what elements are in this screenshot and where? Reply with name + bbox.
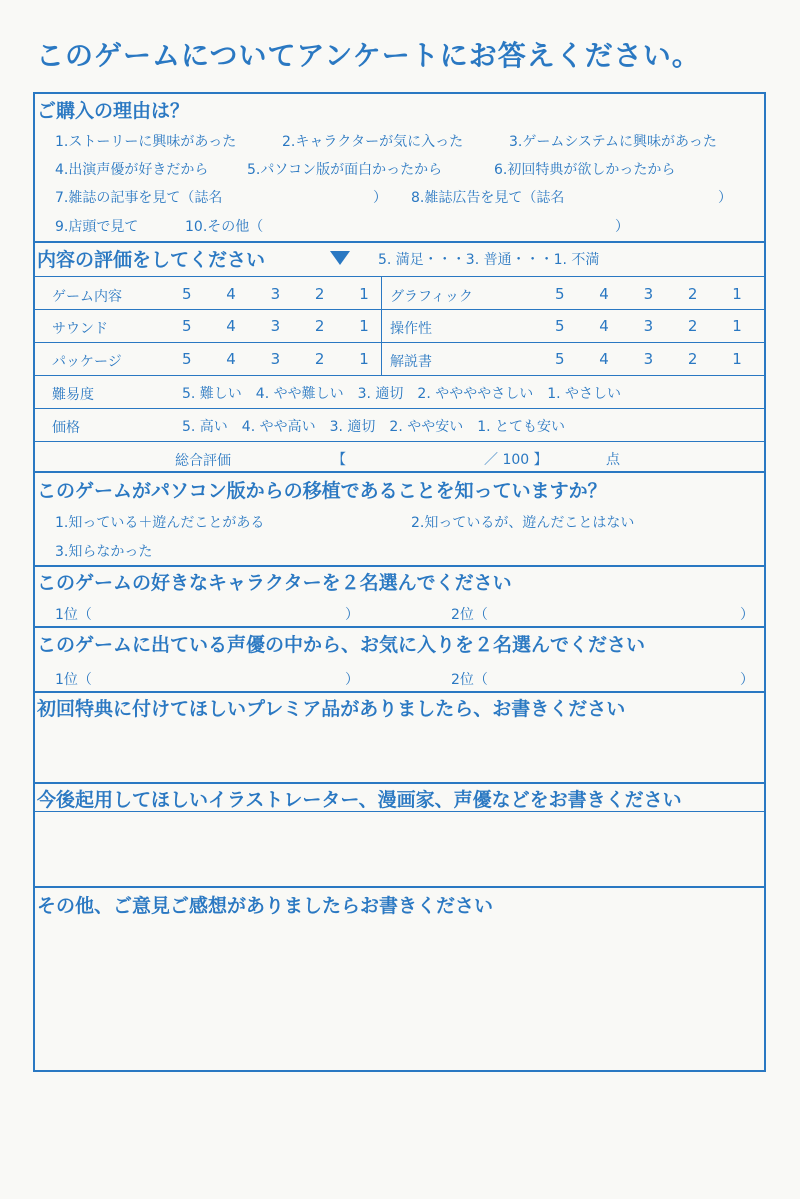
divider [33, 691, 766, 693]
divider [33, 309, 766, 310]
voice-actor-rank-1-field[interactable]: 1位（ [55, 672, 92, 688]
character-rank-1-field[interactable]: 1位（ [55, 607, 92, 623]
reason-option-7-close: ） [373, 190, 387, 206]
section-heading-purchase-reason: ご購入の理由は？ [37, 100, 190, 122]
divider [33, 441, 766, 442]
reason-option-5[interactable]: 5.パソコン版が面白かったから [247, 162, 443, 178]
rating-scale-sound[interactable]: 5 4 3 2 1 [182, 317, 384, 335]
row-label-graphics: グラフィック [390, 289, 473, 305]
divider [33, 408, 766, 409]
difficulty-options[interactable]: 5. 難しい 4. やや難しい 3. 適切 2. ややややさしい 1. やさしい [182, 386, 622, 402]
reason-option-10-close: ） [615, 219, 629, 235]
rating-scale-game-content[interactable]: 5 4 3 2 1 [182, 285, 384, 303]
row-label-controls: 操作性 [390, 321, 432, 337]
section-heading-staff-requests: 今後起用してほしいイラストレーター、漫画家、声優などをお書きください [37, 789, 682, 811]
row-label-manual: 解説書 [390, 354, 432, 370]
rating-scale-controls[interactable]: 5 4 3 2 1 [555, 317, 757, 335]
reason-option-7[interactable]: 7.雑誌の記事を見て（誌名 [55, 190, 223, 206]
row-label-price: 価格 [52, 420, 80, 436]
awareness-option-2[interactable]: 2.知っているが、遊んだことはない [411, 515, 635, 531]
section-heading-favorite-voice-actors: このゲームに出ている声優の中から、お気に入りを２名選んでください [37, 634, 646, 656]
price-options[interactable]: 5. 高い 4. やや高い 3. 適切 2. やや安い 1. とても安い [182, 419, 566, 435]
awareness-option-3[interactable]: 3.知らなかった [55, 544, 153, 560]
voice-actor-rank-2-field[interactable]: 2位（ [451, 672, 488, 688]
character-rank-1-close: ） [345, 607, 359, 623]
overall-rating-unit: 点 [606, 452, 620, 468]
divider [33, 342, 766, 343]
premium-item-answer-area[interactable] [35, 722, 764, 780]
section-heading-comments: その他、ご意見ご感想がありましたらお書きください [37, 895, 494, 917]
awareness-option-1[interactable]: 1.知っている＋遊んだことがある [55, 515, 265, 531]
page-title: このゲームについてアンケートにお答えください。 [36, 39, 701, 72]
voice-actor-rank-1-close: ） [345, 672, 359, 688]
character-rank-2-field[interactable]: 2位（ [451, 607, 488, 623]
row-label-package: パッケージ [52, 354, 122, 370]
reason-option-6[interactable]: 6.初回特典が欲しかったから [494, 162, 676, 178]
rating-scale-manual[interactable]: 5 4 3 2 1 [555, 350, 757, 368]
column-divider [381, 276, 382, 375]
triangle-down-icon [330, 251, 350, 265]
section-heading-premium-item: 初回特典に付けてほしいプレミア品がありましたら、お書きください [37, 698, 626, 720]
reason-option-9[interactable]: 9.店頭で見て [55, 219, 139, 235]
comments-answer-area[interactable] [35, 920, 764, 1068]
row-label-difficulty: 難易度 [52, 387, 94, 403]
divider [33, 886, 766, 888]
staff-requests-answer-area[interactable] [35, 813, 764, 883]
row-label-game-content: ゲーム内容 [52, 289, 122, 305]
overall-rating-max[interactable]: ／ 100 】 [484, 452, 548, 468]
section-heading-favorite-characters: このゲームの好きなキャラクターを２名選んでください [37, 572, 512, 594]
divider [33, 241, 766, 243]
divider [33, 375, 766, 376]
rating-scale-package[interactable]: 5 4 3 2 1 [182, 350, 384, 368]
reason-option-2[interactable]: 2.キャラクターが気に入った [282, 134, 464, 150]
rating-scale-graphics[interactable]: 5 4 3 2 1 [555, 285, 757, 303]
divider [33, 565, 766, 567]
divider [33, 276, 766, 277]
reason-option-3[interactable]: 3.ゲームシステムに興味があった [509, 134, 717, 150]
reason-option-10[interactable]: 10.その他（ [185, 219, 264, 235]
reason-option-8-close: ） [718, 190, 732, 206]
divider [33, 782, 766, 784]
rating-legend: 5. 満足・・・3. 普通・・・1. 不満 [378, 252, 600, 268]
divider [33, 626, 766, 628]
divider [33, 471, 766, 473]
section-heading-evaluation: 内容の評価をしてください [37, 249, 266, 271]
reason-option-8[interactable]: 8.雑誌広告を見て（誌名 [411, 190, 565, 206]
character-rank-2-close: ） [740, 607, 754, 623]
voice-actor-rank-2-close: ） [740, 672, 754, 688]
reason-option-1[interactable]: 1.ストーリーに興味があった [55, 134, 237, 150]
reason-option-4[interactable]: 4.出演声優が好きだから [55, 162, 209, 178]
overall-rating-open-bracket: 【 [332, 452, 346, 468]
section-heading-port-awareness: このゲームがパソコン版からの移植であることを知っていますか？ [37, 480, 607, 502]
overall-rating-label: 総合評価 [175, 453, 231, 469]
row-label-sound: サウンド [52, 321, 108, 337]
divider [33, 811, 766, 812]
